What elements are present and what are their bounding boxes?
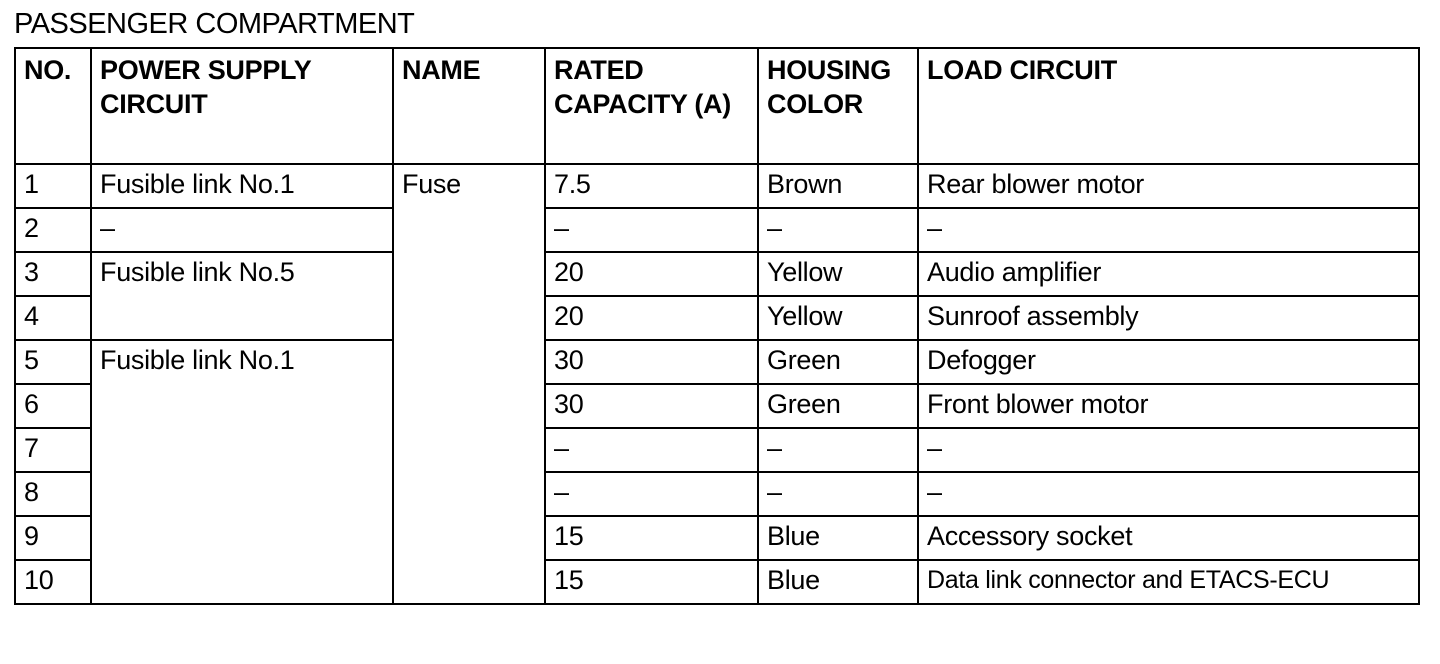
cell-rated: – [545,472,758,516]
header-rated-capacity: RATED CAPACITY (A) [545,48,758,164]
cell-no: 8 [15,472,91,516]
cell-power-supply: Fusible link No.5 [91,252,393,340]
table-header-row [15,48,1419,164]
cell-no: 2 [15,208,91,252]
cell-color: Yellow [758,252,918,296]
cell-no: 10 [15,560,91,604]
cell-no: 5 [15,340,91,384]
cell-load: Data link connector and ETACS-ECU [918,560,1419,604]
header-no: NO. [15,48,91,164]
cell-load: Audio amplifier [918,252,1419,296]
cell-color: Blue [758,516,918,560]
cell-power-supply: Fusible link No.1 [91,164,393,208]
cell-color: Brown [758,164,918,208]
cell-color: Blue [758,560,918,604]
cell-rated: 20 [545,252,758,296]
cell-rated: 7.5 [545,164,758,208]
table-row [15,164,1419,208]
cell-no: 3 [15,252,91,296]
header-load-circuit: LOAD CIRCUIT [918,48,1419,164]
cell-load: Front blower motor [918,384,1419,428]
table-row [15,340,1419,384]
cell-rated: 20 [545,296,758,340]
cell-name: Fuse [393,164,545,604]
cell-load: Defogger [918,340,1419,384]
cell-no: 4 [15,296,91,340]
cell-color: – [758,208,918,252]
cell-no: 7 [15,428,91,472]
header-name: NAME [393,48,545,164]
cell-load: Sunroof assembly [918,296,1419,340]
cell-power-supply: Fusible link No.1 [91,340,393,604]
cell-no: 9 [15,516,91,560]
cell-no: 6 [15,384,91,428]
cell-load: – [918,472,1419,516]
cell-rated: – [545,428,758,472]
cell-rated: – [545,208,758,252]
cell-load: Rear blower motor [918,164,1419,208]
cell-rated: 30 [545,384,758,428]
table-row [15,252,1419,296]
page-title: PASSENGER COMPARTMENT [14,8,415,40]
cell-no: 1 [15,164,91,208]
cell-color: Green [758,384,918,428]
cell-rated: 15 [545,516,758,560]
cell-load: Accessory socket [918,516,1419,560]
header-housing-color: HOUSING COLOR [758,48,918,164]
cell-rated: 30 [545,340,758,384]
cell-power-supply: – [91,208,393,252]
fuse-table [14,47,1420,605]
cell-color: – [758,472,918,516]
cell-color: – [758,428,918,472]
cell-color: Yellow [758,296,918,340]
cell-color: Green [758,340,918,384]
cell-load: – [918,428,1419,472]
table-row [15,208,1419,252]
header-power-supply-circuit: POWER SUPPLY CIRCUIT [91,48,393,164]
cell-rated: 15 [545,560,758,604]
cell-load: – [918,208,1419,252]
